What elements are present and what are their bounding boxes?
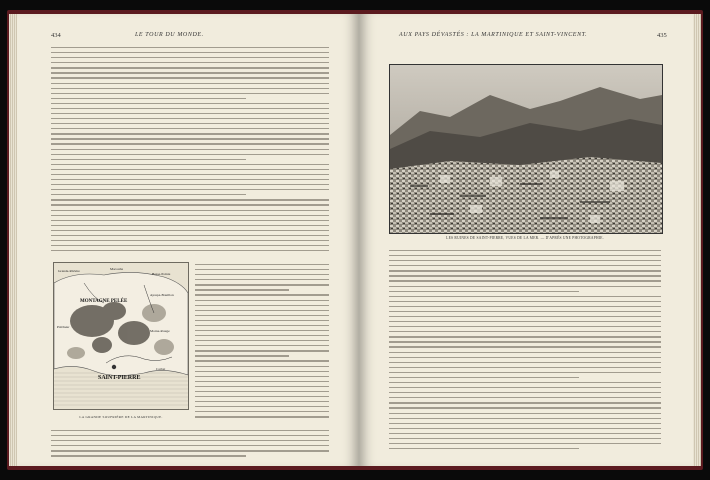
text-line — [389, 321, 661, 322]
text-line — [389, 286, 661, 287]
photo-caption: LES RUINES DE SAINT-PIERRE, VUES DE LA MER. — D'APRÈS UNE PHOTOGRAPHIE. — [446, 236, 604, 240]
text-line — [195, 371, 329, 372]
text-line — [51, 169, 329, 170]
text-line — [51, 67, 329, 68]
text-line — [389, 250, 661, 251]
left-text-beside-map — [195, 264, 329, 421]
text-line — [389, 311, 661, 312]
book-spread — [7, 10, 703, 470]
text-line — [195, 330, 329, 331]
text-line — [389, 428, 661, 429]
text-line — [195, 345, 329, 346]
text-line — [51, 455, 246, 456]
text-line — [51, 133, 329, 134]
text-line — [51, 108, 329, 109]
text-line — [51, 199, 329, 200]
text-line — [195, 335, 329, 336]
text-line — [389, 402, 661, 403]
text-line — [389, 418, 661, 419]
text-line — [389, 387, 661, 388]
text-line — [389, 260, 661, 261]
map-label-macouba: Macouba — [110, 267, 124, 271]
text-line — [51, 435, 329, 436]
text-line — [51, 77, 329, 78]
text-line — [389, 443, 661, 444]
text-line — [51, 225, 329, 226]
left-page — [17, 14, 359, 466]
text-line — [195, 264, 329, 265]
text-line — [51, 184, 329, 185]
text-line — [195, 289, 289, 290]
text-line — [389, 316, 661, 317]
map-label-morne-rouge: Morne-Rouge — [150, 329, 170, 333]
text-line — [195, 355, 289, 356]
text-line — [51, 154, 329, 155]
text-line — [389, 448, 579, 449]
text-line — [389, 270, 661, 271]
map-label-carbet: Carbet — [156, 367, 166, 371]
text-line — [195, 350, 329, 351]
text-line — [195, 391, 329, 392]
text-line — [195, 315, 329, 316]
text-line — [195, 401, 329, 402]
text-line — [195, 284, 329, 285]
left-page-number: 434 — [51, 32, 61, 39]
text-line — [195, 376, 329, 377]
text-line — [389, 357, 661, 358]
text-line — [51, 440, 329, 441]
right-page-number: 435 — [657, 32, 667, 39]
text-line — [195, 294, 329, 295]
text-line — [389, 291, 579, 292]
text-line — [51, 450, 329, 451]
text-line — [51, 189, 329, 190]
text-line — [51, 430, 329, 431]
text-line — [389, 362, 661, 363]
map-label-ajoupa: Ajoupa-Bouillon — [150, 293, 174, 297]
text-line — [389, 341, 661, 342]
text-line — [51, 118, 329, 119]
text-line — [389, 382, 661, 383]
text-line — [195, 274, 329, 275]
text-line — [195, 366, 329, 367]
text-line — [51, 83, 329, 84]
text-line — [51, 57, 329, 58]
text-line — [195, 300, 329, 301]
map-caption: LA GRANDE SOUFRIÈRE DE LA MARTINIQUE. — [79, 415, 163, 419]
text-line — [51, 93, 329, 94]
map-label-grande-riviere: Grande-Rivière — [58, 269, 80, 273]
text-line — [389, 346, 661, 347]
text-line — [389, 407, 661, 408]
map-label-precheur: Prêcheur — [57, 325, 70, 329]
text-line — [389, 296, 661, 297]
text-line — [51, 164, 329, 165]
text-line — [51, 52, 329, 53]
right-page — [359, 14, 693, 466]
text-line — [195, 305, 329, 306]
text-line — [389, 377, 579, 378]
text-line — [51, 235, 329, 236]
text-line — [389, 397, 661, 398]
text-line — [389, 423, 661, 424]
left-running-head: LE TOUR DU MONDE. — [135, 32, 204, 38]
text-line — [51, 149, 329, 150]
map-label-montagne-pelee: MONTAGNE PELÉE — [80, 299, 128, 304]
text-line — [195, 325, 329, 326]
text-line — [51, 143, 329, 144]
text-line — [389, 275, 661, 276]
text-line — [389, 367, 661, 368]
text-line — [51, 47, 329, 48]
text-line — [51, 113, 329, 114]
left-page-edges — [9, 14, 17, 466]
text-line — [51, 128, 329, 129]
text-line — [195, 381, 329, 382]
text-line — [389, 352, 661, 353]
text-line — [51, 88, 329, 89]
text-line — [51, 204, 329, 205]
text-line — [51, 210, 329, 211]
text-line — [389, 331, 661, 332]
text-line — [51, 123, 329, 124]
text-line — [389, 433, 661, 434]
photograph-ruins — [389, 64, 663, 234]
text-line — [51, 62, 329, 63]
text-line — [195, 411, 329, 412]
text-line — [389, 438, 661, 439]
text-line — [389, 306, 661, 307]
text-line — [51, 98, 246, 99]
map-label-saint-pierre: SAINT-PIERRE — [98, 375, 141, 381]
text-line — [195, 310, 329, 311]
text-line — [51, 194, 246, 195]
text-line — [195, 279, 329, 280]
text-line — [51, 250, 329, 251]
text-line — [51, 72, 329, 73]
text-line — [389, 301, 661, 302]
left-text-block-top — [51, 47, 329, 255]
text-line — [195, 340, 329, 341]
text-line — [195, 406, 329, 407]
left-text-block-bottom — [51, 430, 329, 460]
text-line — [51, 103, 329, 104]
text-line — [51, 215, 329, 216]
map-figure — [53, 262, 189, 419]
text-line — [389, 280, 661, 281]
text-line — [51, 230, 329, 231]
text-line — [195, 269, 329, 270]
text-line — [195, 386, 329, 387]
text-line — [51, 445, 329, 446]
text-line — [51, 179, 329, 180]
right-running-head: AUX PAYS DÉVASTÉS : LA MARTINIQUE ET SAINT-VINCENT. — [399, 32, 588, 38]
text-line — [195, 320, 329, 321]
text-line — [389, 372, 661, 373]
text-line — [51, 159, 246, 160]
text-line — [51, 245, 329, 246]
text-line — [195, 360, 329, 361]
text-line — [389, 255, 661, 256]
text-line — [195, 396, 329, 397]
text-line — [51, 240, 329, 241]
map-label-basse-pointe: Basse-Pointe — [152, 272, 171, 276]
text-line — [389, 326, 661, 327]
right-text-block — [389, 250, 661, 453]
text-line — [51, 138, 329, 139]
text-line — [51, 220, 329, 221]
text-line — [389, 392, 661, 393]
text-line — [389, 265, 661, 266]
text-line — [389, 336, 661, 337]
text-line — [195, 416, 329, 417]
right-page-edges — [693, 14, 701, 466]
text-line — [389, 413, 661, 414]
text-line — [51, 174, 329, 175]
